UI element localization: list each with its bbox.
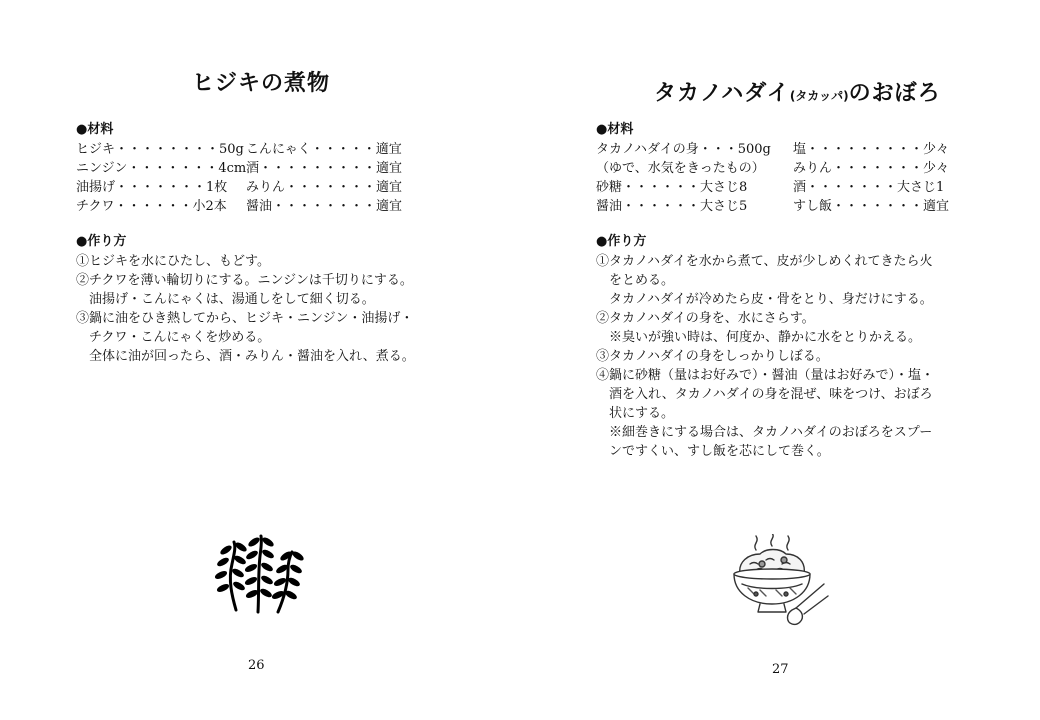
- method-step: ③鍋に油をひき熱してから、ヒジキ・ニンジン・油揚げ・: [76, 311, 414, 326]
- method-section: [76, 232, 456, 366]
- ingredient-item: 砂糖・・・・・・大さじ8: [596, 180, 748, 195]
- ingredient-item: 酒・・・・・・・大さじ1: [793, 180, 945, 195]
- title-main: タカノハダイ: [654, 81, 790, 106]
- method-step: をとめる。: [609, 273, 675, 288]
- method-step: チクワ・こんにゃくを炒める。: [89, 330, 271, 345]
- ingredient-item: こんにゃく・・・・・適宜: [246, 142, 402, 157]
- ingredient-item: タカノハダイの身・・・500g: [596, 142, 771, 157]
- ingredient-item: 塩・・・・・・・・・少々: [793, 142, 950, 157]
- ingredient-row: [76, 197, 456, 216]
- recipe-title: [654, 76, 941, 107]
- method-step: 酒を入れ、タカノハダイの身を混ぜ、味をつけ、おぼろ: [609, 387, 933, 402]
- method-step: タカノハダイが冷めたら皮・骨をとり、身だけにする。: [609, 292, 933, 307]
- page-number: 27: [772, 662, 789, 677]
- title-subtitle: (タカッパ): [789, 89, 849, 103]
- method-step: ④鍋に砂糖（量はお好みで）・醤油（量はお好みで）・塩・: [596, 368, 935, 383]
- title-tail: のおぼろ: [848, 81, 941, 106]
- ingredient-item: みりん・・・・・・・適宜: [246, 180, 403, 195]
- recipe-title: ヒジキの煮物: [192, 71, 331, 96]
- ingredient-item: ヒジキ・・・・・・・・50g: [76, 142, 244, 157]
- method-step: ンですくい、すし飯を芯にして巻く。: [609, 444, 830, 459]
- page-number: 26: [248, 658, 265, 673]
- ingredient-item: 酒・・・・・・・・・適宜: [246, 161, 403, 176]
- ingredients-section: [596, 120, 976, 216]
- method-step: ※臭いが強い時は、何度か、静かに水をとりかえる。: [609, 330, 922, 345]
- method-heading: ●作り方: [596, 234, 647, 249]
- ingredients-heading: ●材料: [76, 122, 114, 137]
- ingredients-heading: ●材料: [596, 122, 634, 137]
- ingredient-row: [596, 197, 976, 216]
- ingredient-item: （ゆで、水気をきったもの）: [596, 161, 765, 176]
- hijiki-seaweed-icon: [214, 534, 304, 620]
- ingredient-row: [76, 140, 456, 159]
- ingredient-item: 醤油・・・・・・大さじ5: [596, 199, 748, 214]
- ingredient-item: ニンジン・・・・・・・4cm: [76, 161, 247, 176]
- ingredient-row: [76, 178, 456, 197]
- method-step: 全体に油が回ったら、酒・みりん・醤油を入れ、煮る。: [89, 349, 415, 364]
- method-step: ①ヒジキを水にひたし、もどす。: [76, 254, 270, 269]
- method-step: ③タカノハダイの身をしっかりしぼる。: [596, 349, 829, 364]
- ingredient-row: [596, 178, 976, 197]
- method-section: [596, 232, 976, 461]
- right-page: [520, 0, 1040, 720]
- method-step: ②タカノハダイの身を、水にさらす。: [596, 311, 815, 326]
- method-heading: ●作り方: [76, 234, 127, 249]
- method-step: 油揚げ・こんにゃくは、湯通しをして細く切る。: [89, 292, 375, 307]
- method-step: ②チクワを薄い輪切りにする。ニンジンは千切りにする。: [76, 273, 413, 288]
- method-step: ①タカノハダイを水から煮て、皮が少しめくれてきたら火: [596, 254, 933, 269]
- ingredient-row: [596, 159, 976, 178]
- ingredient-item: すし飯・・・・・・・適宜: [793, 199, 950, 214]
- ingredient-item: 油揚げ・・・・・・・1枚: [76, 180, 228, 195]
- method-step: 状にする。: [609, 406, 675, 421]
- ingredient-item: 醤油・・・・・・・・適宜: [246, 199, 403, 214]
- method-step: ※細巻きにする場合は、タカノハダイのおぼろをスプー: [609, 425, 933, 440]
- rice-bowl-with-spoon-icon: [726, 534, 836, 634]
- ingredient-row: [596, 140, 976, 159]
- ingredient-item: みりん・・・・・・・少々: [793, 161, 950, 176]
- ingredient-item: チクワ・・・・・・小2本: [76, 199, 227, 214]
- ingredients-section: [76, 120, 456, 216]
- ingredient-row: [76, 159, 456, 178]
